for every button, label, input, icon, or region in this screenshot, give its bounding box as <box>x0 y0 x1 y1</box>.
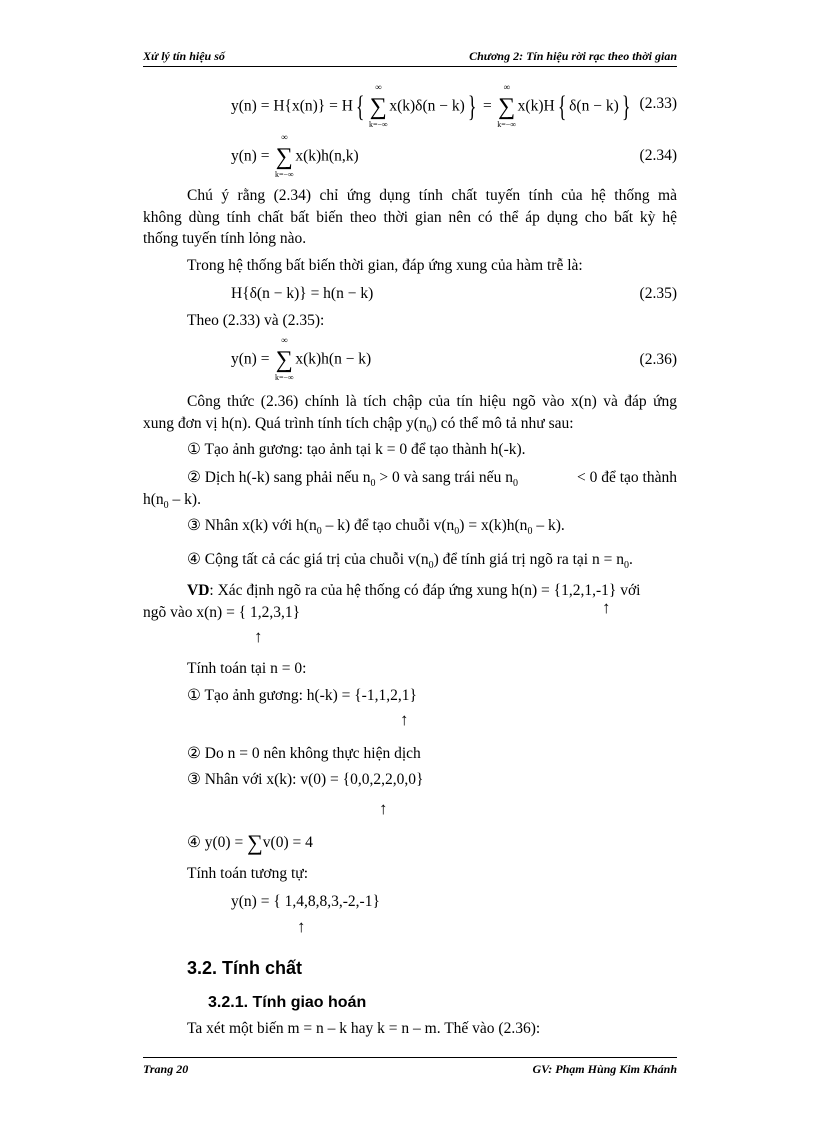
sum-symbol: ∞ ∑ k=−∞ <box>497 82 517 129</box>
paragraph-line: Ta xét một biến m = n – k hay k = n – m. Thế vào (2.36): <box>187 1020 541 1037</box>
example-input: ngõ vào x(n) = { 1,2,3,1} <box>143 604 301 621</box>
equation-number-2-34: (2.34) <box>639 147 677 164</box>
paragraph-line: Trong hệ thống bất biến thời gian, đáp ứng xung của hàm trễ là: <box>187 257 583 274</box>
equation-number-2-36: (2.36) <box>639 351 677 368</box>
paragraph-line: thống tuyến tính lỏng nào. <box>143 230 307 247</box>
equation-number-2-35: (2.35) <box>639 285 677 302</box>
calc-heading: Tính toán tại n = 0: <box>187 660 307 677</box>
paragraph-line: Chú ý rằng (2.34) chỉ ứng dụng tính chất tuyến tính của hệ thống mà <box>187 187 677 204</box>
step-1: ① Tạo ảnh gương: tạo ảnh tại k = 0 để tạo thành h(-k). <box>187 441 526 458</box>
header-left: Xử lý tín hiệu số <box>143 49 225 63</box>
calc-similar: Tính toán tương tự: <box>187 865 309 882</box>
footer-rule <box>143 1057 677 1058</box>
paragraph-line: xung đơn vị h(n). Quá trình tính tích chập $y(n_0)$ có thể mô tả như sau: <box>143 415 574 436</box>
sum-symbol: ∑ <box>247 830 263 855</box>
step-4: ④ Cộng tất cả các giá trị của chuỗi $v(n_0)$ để tính giá trị ngõ ra tại $n = n_0$. <box>187 551 633 572</box>
equation-2-35: H{δ(n − k)} = h(n − k) <box>231 285 374 302</box>
paragraph-line: không dùng tính chất bất biến theo thời gian nên có thể áp dụng cho bất kỳ hệ <box>143 209 677 226</box>
calc-step-2: ② Do n = 0 nên không thực hiện dịch <box>187 745 421 762</box>
page-number: Trang 20 <box>143 1062 189 1076</box>
equation-2-34: y(n) = ∞ ∑ k=−∞ x(k)h(n,k) <box>231 132 359 179</box>
result: y(n) = { 1,4,8,8,3,-2,-1} <box>231 893 380 910</box>
calc-step-4: ④ y(0) = ∑v(0) = 4 <box>187 830 313 855</box>
step-3: ③ Nhân x(k) với $h(n_0 - k)$ để tạo chuỗi $v(n_0) = x(k)h(n_0 - k)$. <box>187 517 565 538</box>
header-right: Chương 2: Tín hiệu rời rạc theo thời gian <box>469 49 677 63</box>
example-line: VD: Xác định ngõ ra của hệ thống có đáp ứng xung h(n) = {1,2,1,-1} với <box>187 582 641 599</box>
paragraph-line: Theo (2.33) và (2.35): <box>187 312 325 329</box>
step-2: ② Dịch h(-k) sang phải nếu $n_0 > 0$ và sang trái nếu $n_0$ < 0 để tạo thành <box>187 469 677 490</box>
origin-arrow: ↑ <box>400 710 409 729</box>
calc-step-1: ① Tạo ảnh gương: h(-k) = {-1,1,2,1} <box>187 687 417 704</box>
sum-symbol: ∞ ∑ k=−∞ <box>274 132 294 179</box>
origin-arrow: ↑ <box>297 917 306 936</box>
sum-symbol: ∞ ∑ k=−∞ <box>274 335 294 382</box>
sum-symbol: ∞ ∑ k=−∞ <box>368 82 388 129</box>
paragraph-line: Công thức (2.36) chính là tích chập của tín hiệu ngõ vào x(n) và đáp ứng <box>187 393 677 410</box>
equation-2-33: y(n) = H{x(n)} = H{ ∞ ∑ k=−∞ x(k)δ(n − k)} = ∞ ∑ k=−∞ x(k)H{ δ(n − k)} <box>231 82 631 129</box>
subsection-heading: 3.2.1. Tính giao hoán <box>208 994 367 1011</box>
section-heading: 3.2. Tính chất <box>187 958 303 978</box>
header-rule <box>143 66 677 67</box>
origin-arrow: ↑ <box>254 627 263 646</box>
equation-number-2-33: (2.33) <box>639 95 677 112</box>
equation-2-36: y(n) = ∞ ∑ k=−∞ x(k)h(n − k) <box>231 335 372 382</box>
footer-author: GV: Phạm Hùng Kim Khánh <box>532 1062 677 1076</box>
step-2-cont: $h(n_0 - k)$. <box>143 491 201 512</box>
origin-arrow: ↑ <box>379 799 388 818</box>
origin-arrow: ↑ <box>602 598 611 617</box>
calc-step-3: ③ Nhân với x(k): v(0) = {0,0,2,2,0,0} <box>187 771 424 788</box>
